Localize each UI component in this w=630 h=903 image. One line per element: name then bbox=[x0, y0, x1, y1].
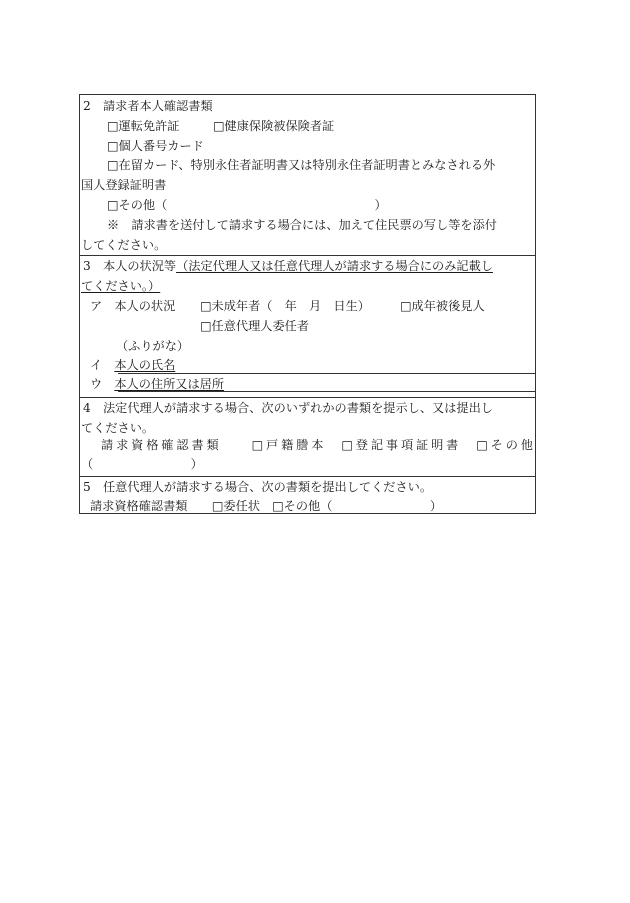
section-2-heading: 2 請求者本人確認書類 bbox=[83, 99, 213, 113]
person-name-marker: イ bbox=[90, 358, 115, 372]
person-status-label: ア 本人の状況 bbox=[90, 299, 176, 313]
section-4-heading-continuation: てください。 bbox=[81, 421, 155, 435]
person-address-underline bbox=[118, 391, 535, 392]
person-address-label: 本人の住所又は居所 bbox=[114, 377, 225, 391]
checkbox-my-number-card[interactable]: □個人番号カード bbox=[107, 139, 204, 153]
furigana-label: （ふりがな） bbox=[116, 339, 190, 353]
section-divider bbox=[80, 476, 535, 477]
voluntary-agent-documents[interactable]: 請求資格確認書類 □委任状 □その他（ ） bbox=[90, 499, 443, 513]
checkbox-adult-ward[interactable]: □成年被後見人 bbox=[400, 299, 485, 313]
checkbox-health-insurance-card[interactable]: □健康保険被保険者証 bbox=[213, 119, 335, 133]
section-2-note-continuation: してください。 bbox=[81, 238, 167, 252]
legal-agent-other-field[interactable]: （ ） bbox=[81, 457, 203, 471]
checkbox-principal-of-agent[interactable]: □任意代理人委任者 bbox=[200, 319, 310, 333]
section-3-heading-text: 3 本人の状況等 bbox=[83, 259, 177, 273]
section-3-heading bbox=[83, 259, 493, 275]
checkbox-other-document[interactable]: □その他（ ） bbox=[107, 198, 387, 212]
person-name-underline bbox=[118, 373, 535, 374]
section-2-note: ※ 請求書を送付して請求する場合には、加えて住民票の写し等を添付 bbox=[107, 218, 497, 232]
section-4-heading: 4 法定代理人が請求する場合、次のいずれかの書類を提示し、又は提出し bbox=[83, 401, 493, 415]
section-5-heading: 5 任意代理人が請求する場合、次の書類を提出してください。 bbox=[83, 480, 433, 494]
section-divider bbox=[80, 255, 535, 256]
residence-card-continuation: 国人登録証明書 bbox=[81, 178, 167, 192]
section-3-condition-continuation: てください。） bbox=[81, 279, 161, 293]
section-3-condition: （法定代理人又は任意代理人が請求する場合にのみ記載し bbox=[176, 259, 493, 273]
request-form-table bbox=[79, 94, 536, 514]
legal-agent-documents[interactable]: 請求資格確認書類 □戸籍謄本 □登記事項証明書 □その他 bbox=[101, 438, 533, 452]
person-name-row bbox=[90, 358, 175, 374]
person-name-label: 本人の氏名 bbox=[114, 358, 176, 372]
section-divider bbox=[80, 397, 535, 398]
person-address-marker: ウ bbox=[90, 377, 115, 391]
checkbox-residence-card[interactable]: □在留カード、特別永住者証明書又は特別永住者証明書とみなされる外 bbox=[107, 158, 496, 172]
checkbox-drivers-license[interactable]: □運転免許証 bbox=[107, 119, 180, 133]
checkbox-minor[interactable]: □未成年者（ 年 月 日生） bbox=[200, 299, 370, 313]
